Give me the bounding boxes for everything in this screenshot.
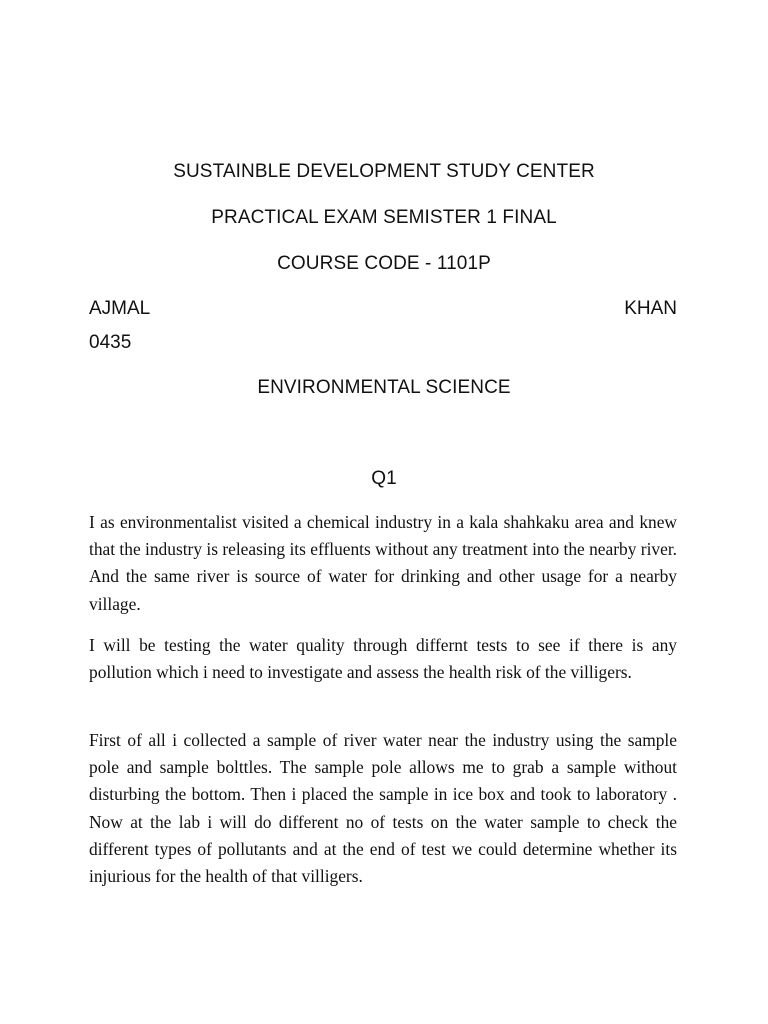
- question-label: Q1: [371, 468, 397, 489]
- subject-title: ENVIRONMENTAL SCIENCE: [257, 377, 511, 398]
- question-paragraph: I as environmentalist visited a chemical industry in a kala shahkaku area and knew that the industry is releasing its effluents without any treatment into the nearby river. And the same river is source of water for drinking and other usage for a nearby village.: [89, 512, 677, 614]
- student-id: 0435: [89, 332, 132, 353]
- student-last-name: KHAN: [624, 298, 677, 319]
- question-paragraph: I will be testing the water quality through differnt tests to see if there is any pollution which i need to investigate and assess the health risk of the villigers.: [89, 635, 677, 683]
- question-paragraph: First of all i collected a sample of river water near the industry using the sample pole and sample bolttles. The sample pole allows me to grab a sample without disturbing the bottom. Then i placed the sample in ice box and took to laboratory . Now at the lab i will do different no of tests on the water sample to check the different types of pollutants and at the end of test we could determine whether its injurious for the health of that villigers.: [89, 730, 677, 887]
- exam-title: PRACTICAL EXAM SEMISTER 1 FINAL: [211, 207, 557, 228]
- course-code: COURSE CODE - 1101P: [277, 253, 491, 274]
- study-center-title: SUSTAINBLE DEVELOPMENT STUDY CENTER: [173, 161, 595, 182]
- student-first-name: AJMAL: [89, 298, 151, 319]
